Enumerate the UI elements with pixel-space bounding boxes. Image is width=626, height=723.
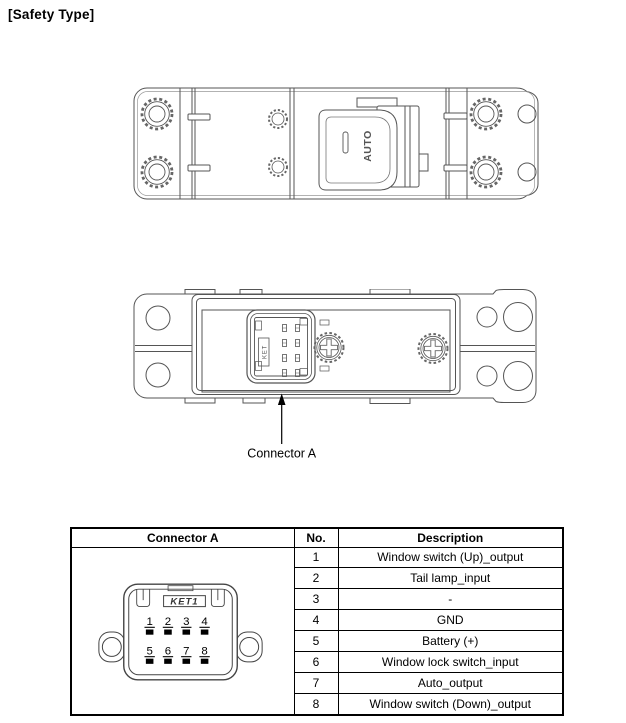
pin-pad: [183, 629, 191, 634]
pin-number-cell: 4: [294, 610, 338, 631]
small-boss-icon: [269, 110, 287, 128]
table-row: [71, 547, 563, 568]
pin-number-cell: 5: [294, 631, 338, 652]
pin-number: 6: [165, 644, 172, 657]
col-header-no: No.: [294, 528, 338, 547]
pin-description-cell: GND: [338, 610, 563, 631]
mounting-hole-icon: [518, 163, 536, 181]
connector-a-pinout-diagram: [72, 548, 293, 714]
pin-pad: [146, 658, 154, 663]
col-header-connector: Connector A: [71, 528, 294, 547]
back-view-lineart: [134, 289, 536, 461]
connector-a-callout-arrow: [278, 394, 286, 445]
pin-pad: [183, 658, 191, 663]
knurled-boss-icon: [142, 99, 172, 129]
pin-number-cell: 1: [294, 547, 338, 568]
table-header-row: [71, 528, 563, 547]
section-label: [Safety Type]: [8, 7, 95, 22]
rocker-knob: [319, 110, 397, 190]
pin-description-cell: -: [338, 589, 563, 610]
vendor-label: KET1: [170, 596, 199, 608]
pin-number-cell: 8: [294, 694, 338, 715]
knurled-boss-icon: [142, 157, 172, 187]
pin-number: 5: [146, 644, 154, 657]
pin-description-cell: Window switch (Up)_output: [338, 547, 563, 568]
connector-ear: [237, 631, 263, 661]
pin-pad: [164, 658, 172, 663]
pin-number: 1: [146, 615, 154, 628]
pin-pad: [201, 658, 209, 663]
pin-number-cell: 6: [294, 652, 338, 673]
connector-a-callout: Connector A: [247, 446, 317, 461]
switch-front-view-drawing: [133, 86, 545, 201]
pin-number: 2: [165, 615, 172, 628]
pin-description-cell: Window lock switch_input: [338, 652, 563, 673]
mounting-hole-icon: [518, 105, 536, 123]
connector-ear: [99, 631, 125, 661]
front-view-lineart: [134, 88, 538, 199]
pin-number: 4: [201, 615, 209, 628]
pin-description-cell: Window switch (Down)_output: [338, 694, 563, 715]
ket-vendor-label: KET: [262, 344, 269, 360]
pin-number: 7: [183, 644, 190, 657]
pin-pad: [201, 629, 209, 634]
switch-back-view-drawing: [133, 289, 542, 469]
small-boss-icon: [269, 158, 287, 176]
auto-rocker-switch: [319, 98, 428, 190]
pin-number-cell: 7: [294, 673, 338, 694]
col-header-description: Description: [338, 528, 563, 547]
connector-a-socket: [247, 310, 315, 383]
connector-a-diagram-cell: [71, 547, 294, 715]
knurled-boss-icon: [471, 99, 501, 129]
auto-switch-label: AUTO: [362, 130, 374, 162]
pin-pad: [146, 629, 154, 634]
pin-pad: [164, 629, 172, 634]
pinout-table: [70, 527, 564, 716]
knurled-boss-icon: [471, 157, 501, 187]
pin-number: 8: [201, 644, 209, 657]
pin-description-cell: Tail lamp_input: [338, 568, 563, 589]
pin-number-cell: 2: [294, 568, 338, 589]
pin-number: 3: [183, 615, 190, 628]
pin-number-cell: 3: [294, 589, 338, 610]
pin-description-cell: Battery (+): [338, 631, 563, 652]
pin-description-cell: Auto_output: [338, 673, 563, 694]
